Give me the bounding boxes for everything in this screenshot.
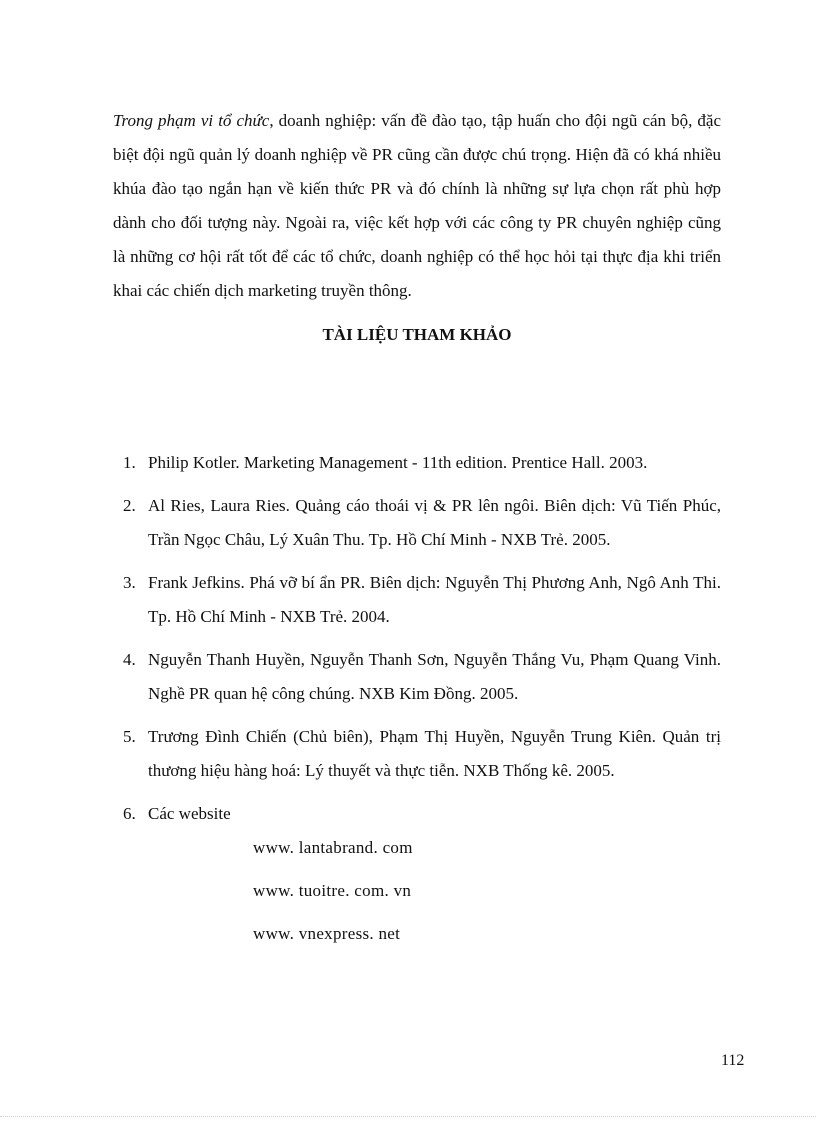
reference-number: 1. xyxy=(123,453,136,472)
reference-text: Philip Kotler. Marketing Management - 11th edition. Prentice Hall. 2003. xyxy=(148,453,648,472)
intro-lead: Trong phạm vi tổ chức xyxy=(113,111,270,130)
reference-number: 3. xyxy=(123,573,136,592)
reference-number: 4. xyxy=(123,650,136,669)
website-list xyxy=(218,831,721,951)
page-number: 112 xyxy=(721,1052,745,1069)
website-item: www. lantabrand. com xyxy=(253,838,413,857)
reference-text: Frank Jefkins. Phá vỡ bí ẩn PR. Biên dịch: Nguyễn Thị Phương Anh, Ngô Anh Thi. Tp. Hồ Chí Minh - NXB Trẻ. 2004. xyxy=(148,573,721,626)
reference-text: Nguyễn Thanh Huyền, Nguyễn Thanh Sơn, Nguyễn Thắng Vu, Phạm Quang Vinh. Nghề PR quan hệ công chúng. NXB Kim Đồng. 2005. xyxy=(148,650,721,703)
reference-item xyxy=(113,446,721,480)
page-content xyxy=(113,104,721,960)
reference-item xyxy=(113,489,721,557)
reference-number: 6. xyxy=(123,804,136,823)
reference-text: Trương Đình Chiến (Chủ biên), Phạm Thị Huyền, Nguyễn Trung Kiên. Quản trị thương hiệu hàng hoá: Lý thuyết và thực tiễn. NXB Thống kê. 2005. xyxy=(148,727,721,780)
reference-text: Al Ries, Laura Ries. Quảng cáo thoái vị & PR lên ngôi. Biên dịch: Vũ Tiến Phúc, Trần Ngọc Châu, Lý Xuân Thu. Tp. Hồ Chí Minh - NXB Trẻ. 2005. xyxy=(148,496,721,549)
references-heading: TÀI LIỆU THAM KHẢO xyxy=(322,325,512,344)
website-item: www. vnexpress. net xyxy=(253,924,401,943)
reference-item xyxy=(113,643,721,711)
intro-paragraph xyxy=(113,104,721,308)
references-list xyxy=(113,446,721,951)
page-bottom-divider xyxy=(0,1116,816,1117)
reference-item xyxy=(113,566,721,634)
reference-item xyxy=(113,797,721,951)
website-item: www. tuoitre. com. vn xyxy=(253,881,412,900)
reference-text: Các website xyxy=(148,804,231,823)
reference-item xyxy=(113,720,721,788)
reference-number: 2. xyxy=(123,496,136,515)
reference-number: 5. xyxy=(123,727,136,746)
intro-text: , doanh nghiệp: vấn đề đào tạo, tập huấn cho đội ngũ cán bộ, đặc biệt đội ngũ quản lý doanh nghiệp về PR cũng cần được chú trọng. Hiện đã có khá nhiều khúa đào tạo ngắn hạn về kiến thức PR và đó chính là những sự lựa chọn rất phù hợp dành cho đối tượng này. Ngoài ra, việc kết hợp với các công ty PR chuyên nghiệp cũng là những cơ hội rất tốt để các tổ chức, doanh nghiệp có thể học hỏi tại thực địa khi triển khai các chiến dịch marketing truyền thông. xyxy=(113,111,721,300)
